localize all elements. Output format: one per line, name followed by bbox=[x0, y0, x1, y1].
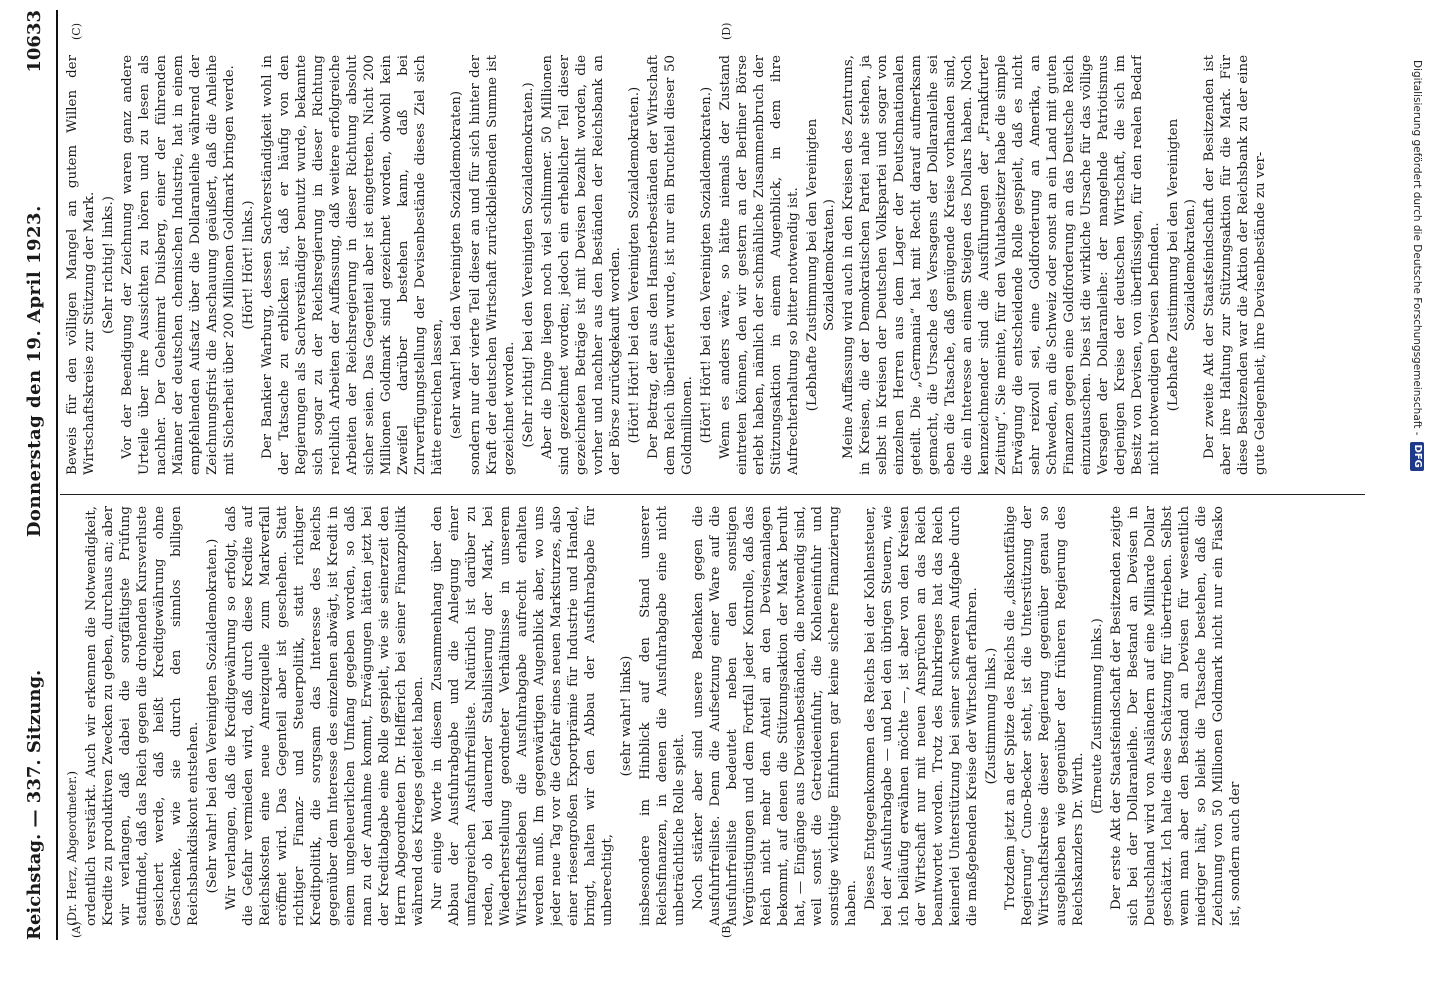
interjection: (Sehr richtig! bei den Vereinigten Sozialdemokraten.) bbox=[521, 82, 536, 448]
left-paragraph: Dieses Entgegenkommen des Reichs bei der Kohlensteuer, bei der Ausfuhrabgabe — und bei den übrigen Steuern, wie ich beiläufig erwähnen möchte —, ist aber von den Kreisen der Wirtschaft nur mit neuen Ansprüchen an das Reich beantwortet worden. Trotz des Ruhrkrieges hat das Reich keinerlei Unterstützung bei seiner schweren Aufgabe durch die maßgebenden Kreise der Wirtschaft erfahren. bbox=[863, 506, 980, 926]
left-paragraph: Wir verlangen, daß die Kreditgewährung so erfolgt, daß die Gefahr vermieden wird, daß durch diese Kredite auf Reichskosten eine neue Anreizquelle zum Markverfall eröffnet wird. Das Gegenteil aber ist geschehen. Statt richtiger Finanz- und Steuerpolitik, statt richtiger Kreditpolitik, die sorgsam das Interesse des Reichs gegenüber dem Interesse des einzelnen abwägt, ist Kredit in einem ungeheuerlichen Umfang gegeben worden, so daß man zu der Annahme kommt, Erwägungen hätten jetzt bei der Kreditabgabe eine Rolle gespielt, wie sie seinerzeit den Herrn Abgeordneten Dr. Helfferich bei seiner Finanzpolitik während des Krieges geleitet haben. bbox=[224, 506, 426, 926]
margin-marker-b: (B) bbox=[720, 921, 733, 938]
interjection: (Erneute Zustimmung links.) bbox=[1090, 618, 1105, 814]
interjection: (Sehr richtig! links.) bbox=[101, 196, 116, 334]
margin-marker-c: (C) bbox=[70, 23, 83, 40]
interjection: (sehr wahr! links) bbox=[619, 655, 634, 777]
right-paragraph: Beweis für den völligen Mangel an gutem Willen der Wirtschaftskreise zur Stützung der Mark. bbox=[65, 55, 97, 475]
interjection: (Lebhafte Zustimmung bei den Vereinigten Sozialdemokraten.) bbox=[1166, 118, 1198, 412]
left-paragraph: Trotzdem jetzt an der Spitze des Reichs die „diskontfähige Regierung“ Cuno-Becker steht, ist die Unterstützung der Wirtschaftskreise dieser Regierung gegenüber genau so ausgeblieben wie gegenüber der früheren Regierung des Reichskanzlers Dr. Wirth. bbox=[1003, 506, 1086, 926]
left-paragraph: ordentlich verstärkt. Auch wir erkennen die Notwendigkeit, Kredite zu produktiven Zwecken zu geben, durchaus an; aber wir verlangen, daß dabei die sorgfältigste Prüfung stattfindet, daß das Reich gegen die drohenden Kursverluste gesichert werde, daß heißt Kreditgewährung ohne Geschenke, wie sie durch den sinnlos billigen Reichsbankdiskont entstehen. bbox=[84, 506, 201, 926]
right-paragraph: Meine Auffassung wird auch in den Kreisen des Zentrums, in Kreisen, die der Demokratischen Partei nahe stehen, ja selbst in Kreisen der Deutschen Volkspartei und sogar von einzelnen Herren aus dem Lager der Deutschnationalen geteilt. Die „Germania“ hat mit Recht darauf aufmerksam gemacht, die Ursache des Versagens der Dollaranleihe sei eben die Tatsache, daß genügende Kreise vorhanden sind, die ein Interesse an einem Steigen des Dollars haben. Noch kennzeichnender sind die Ausführungen der „Frankfurter Zeitung“. Sie meinte, für den Valutabesitzer habe die simple Erwägung die entscheidende Rolle gespielt, daß es nicht sehr reizvoll sei, eine Goldforderung an Amerika, an Schweden, an die Schweiz oder sonst an ein Land mit guten Finanzen gegen eine Goldforderung an das Deutsche Reich einzutauschen. Dies ist die wirkliche Ursache für das völlige Versagen der Dollaranleihe: der mangelnde Patriotismus derjenigen Kreise der deutschen Wirtschaft, die sich im Besitz von Devisen, von überflüssigen, für den realen Bedarf nicht notwendigen Devisen befinden. bbox=[841, 55, 1162, 475]
header-left: Reichstag. — 337. Sitzung. bbox=[23, 669, 45, 940]
header-rule bbox=[56, 10, 58, 940]
margin-marker-d: (D) bbox=[720, 22, 733, 40]
right-paragraph: Der Betrag, der aus den Hamsterbeständen der Wirtschaft dem Reich überliefert wurde, ist nur ein Bruchteil dieser 50 Goldmillionen. bbox=[646, 55, 695, 475]
digitization-credit bbox=[1410, 60, 1430, 760]
column-divider bbox=[60, 494, 1365, 495]
interjection: (Lebhafte Zustimmung bei den Vereinigten Sozialdemokraten.) bbox=[805, 118, 837, 412]
right-paragraph: Aber die Dinge liegen noch viel schlimmer. 50 Millionen sind gezeichnet worden; jedoch ein erheblicher Teil dieser gezeichneten Beträge ist mit Devisen bezahlt worden, die vorher und nachher aus den Beständen der Reichsbank an der Börse zurückgekauft worden. bbox=[540, 55, 623, 475]
right-paragraph: Wenn es anders wäre, so hätte niemals der Zustand eintreten können, den wir gestern an der Berliner Börse erlebt haben, nämlich der schmähliche Zusammenbruch der Stützungsaktion in einem Augenblick, in dem ihre Aufrechterhaltung so bitter notwendig ist. bbox=[718, 55, 801, 475]
interjection: (Sehr wahr! bei den Vereinigten Sozialdemokraten.) bbox=[205, 538, 220, 894]
right-paragraph: Vor der Beendigung der Zeichnung waren ganz andere Urteile über ihre Aussichten zu hören und zu lesen als nachher. Der Geheimrat Duisberg, einer der führenden Männer der deutschen chemischen Industrie, hat in einem empfehlenden Aufsatz über die Dollaranleihe während der Zeichnungsfrist die Anschauung geäußert, daß die Anleihe mit Sicherheit über 200 Millionen Goldmark bringen werde. bbox=[120, 55, 237, 475]
dfg-logo: DFG bbox=[1410, 442, 1424, 471]
interjection: (sehr wahr! bei den Vereinigten Sozialdemokraten) bbox=[449, 90, 464, 440]
left-paragraph: Der erste Akt der Staatsfeindschaft der Besitzenden zeigte sich bei der Dollaranleihe. Der Bestand an Devisen in Deutschland wird von Ausländern auf eine Milliarde Dollar geschätzt. Ich halte diese Schätzung für übertrieben. Selbst wenn man aber den Bestand an Devisen für wesentlich niedriger hält, so bleibt die Tatsache bestehen, daß die Zeichnung von 50 Millionen Goldmark nicht nur ein Fiasko ist, sondern auch der bbox=[1109, 506, 1243, 926]
header-date: Donnerstag den 19. April 1923. bbox=[23, 205, 45, 538]
interjection: (Hört! Hört! bei den Vereinigten Sozialdemokraten.) bbox=[627, 86, 642, 444]
right-paragraph: sondern nur der vierte Teil dieser an und für sich hinter der Kraft der deutschen Wirtschaft zurückbleibenden Summe ist gezeichnet worden. bbox=[468, 55, 517, 475]
page-number: 10633 bbox=[23, 10, 45, 73]
left-paragraph: Nur einige Worte in diesem Zusammenhang über den Abbau der Ausfuhrabgabe und die Anlegung einer umfangreichen Ausfuhrfreiliste. Natürlich ist darüber zu reden, ob bei dauernder Stabilisierung der Mark, bei Wiederherstellung geordneter Verhältnisse in unserem Wirtschaftsleben die Ausfuhrabgabe aufrecht erhalten werden muß. Im gegenwärtigen Augenblick aber, wo uns jeder neue Tag vor die Gefahr eines neuen Marksturzes, also einer riesengroßen Exportprämie für Industrie und Handel, bringt, halten wir den Abbau der Ausfuhrabgabe für unberechtigt, bbox=[430, 506, 615, 926]
right-column bbox=[64, 55, 1364, 475]
margin-marker-a: (A) bbox=[70, 921, 83, 938]
interjection: (Zustimmung links.) bbox=[984, 647, 999, 785]
right-paragraph: Der Bankier Warburg, dessen Sachverständigkeit wohl in der Tatsache zu erblicken ist, daß er häufig von den Regierungen als Sachverständiger benutzt wurde, bekannte sich sogar zu der Reichsregierung in dieser Richtung reichlich Arbeiten der Auffassung, daß weitere erfolgreiche Arbeiten der Reichsregierung in dieser Richtung absolut sicher seien. Das Gegenteil aber ist eingetreten. Nicht 200 Millionen Goldmark sind gezeichnet worden, obwohl kein Zweifel darüber bestehen kann, daß bei Zurverfügungstellung der Devisenbestände dieses Ziel sich hätte erreichen lassen, bbox=[260, 55, 445, 475]
left-column bbox=[64, 506, 1364, 926]
left-paragraph: insbesondere im Hinblick auf den Stand unserer Reichsfinanzen, in denen die Ausfuhrabgabe eine nicht unbeträchtliche Rolle spielt. bbox=[638, 506, 687, 926]
interjection: (Hört! Hört! links.) bbox=[241, 200, 256, 330]
left-paragraph: Noch stärker aber sind unsere Bedenken gegen die Ausfuhrfreiliste. Denn die Aufsetzung einer Ware auf die Ausfuhrfreiliste bedeutet neben den sonstigen Vergünstigungen und dem Fortfall jeder Kontrolle, daß das Reich nicht mehr den Anteil an den Devisenanlagen bekommt, auf denen die Stützungsaktion der Mark beruht hat, — Eingänge aus Devisenbeständen, die notwendig sind, weil sonst die Getreideeinfuhr, die Kohleneinfuhr und sonstige wichtige Einfuhren gar keine sichere Finanzierung haben. bbox=[691, 506, 859, 926]
right-paragraph: Der zweite Akt der Staatsfeindschaft der Besitzenden ist aber ihre Haltung zur Stützungsaktion für die Mark. Für diese Besitzenden war die Aktion der Reichsbank zu der eine gute Gelegenheit, ihre Devisenbestände zu ver- bbox=[1202, 55, 1268, 475]
running-header bbox=[14, 10, 54, 940]
interjection: (Hört! Hört! bei den Vereinigten Sozialdemokraten.) bbox=[699, 86, 714, 444]
speaker-label: (Dr. Herz, Abgeordneter.) bbox=[65, 770, 79, 926]
credit-text: Digitalisierung gefördert durch die Deutsche Forschungsgemeinschaft - bbox=[1411, 60, 1423, 436]
